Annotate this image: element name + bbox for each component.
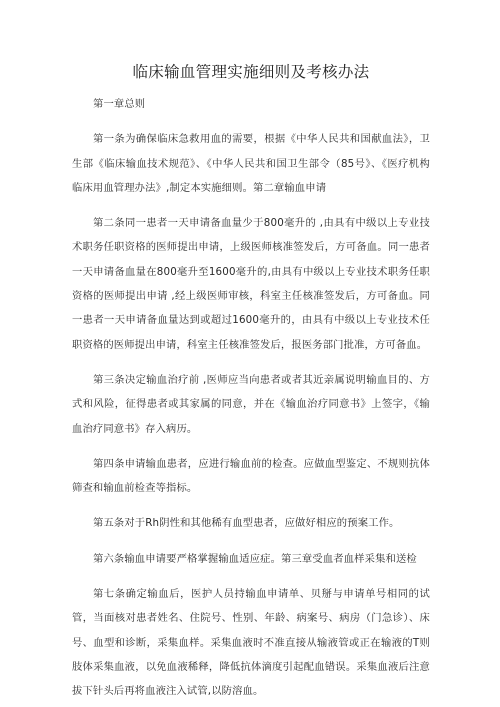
document-title: 临床输血管理实施细则及考核办法 bbox=[132, 63, 370, 81]
article-5-paragraph: 第五条对于Rh阴性和其他稀有血型患者，应做好相应的预案工作。 bbox=[93, 517, 400, 530]
article-1-paragraph: 第一条为确保临床急救用血的需要，根据《中华人民共和国献血法》，卫生部《临床输血技术规范》、《中华人民共和国卫生部令（85号》、《医疗机构临床用血管理办法》,制定本实施细则。第二章输血申请 bbox=[72, 133, 430, 194]
chapter-heading-general: 第一章总则 bbox=[93, 98, 146, 110]
article-7-paragraph: 第七条确定输血后，医护人员持输血申请单、贝掰与申请单号相同的试管，当面核对患者姓名、住院号、性别、年龄、病案号、病房（门急诊）、床号、血型和诊断，采集血样。采集血液时不准直接从输液管或正在输液的T则肢体采集血液，以免血液稀释，降低抗体滴度引起配血错误。采集血液后注意拔下针头后再将血液注入试管,以防溶血。 bbox=[72, 588, 430, 698]
document-body bbox=[72, 92, 430, 704]
article-2-paragraph: 第二条同一患者一天申请备血量少于800毫升的 ,由具有中级以上专业技术职务任职资格的医师提出申请，上级医师核准签发后，方可备血。同一患者一天申请备血量在800毫升至1600毫升的,由具有中级以上专业技术职务任职资格的医师提出申请 ,经上级医师审核，科室主任核准签发后，方可备血。同一患者一天申请备血量达到或超过1600毫升的，由具有中级以上专业技术任职资格的医师提出申请，科室主任核准签发后，报医务部门批准，方可备血。 bbox=[72, 217, 430, 351]
article-6-paragraph: 第六条输血申请要严格掌握输血适应症。第三章受血者血样采集和送检 bbox=[93, 552, 417, 565]
article-3-paragraph: 第三条决定输血治疗前 ,医师应当向患者或者其近亲属说明输血目的、方式和风险，征得患者或其家属的同意，并在《输血治疗同意书》上签字，《输血治疗同意书》存入病历。 bbox=[72, 373, 430, 435]
article-4-paragraph: 第四条申请输血患者，应进行输血前的检查。应做血型鉴定、不规则抗体筛查和输血前检查等指标。 bbox=[72, 457, 430, 495]
